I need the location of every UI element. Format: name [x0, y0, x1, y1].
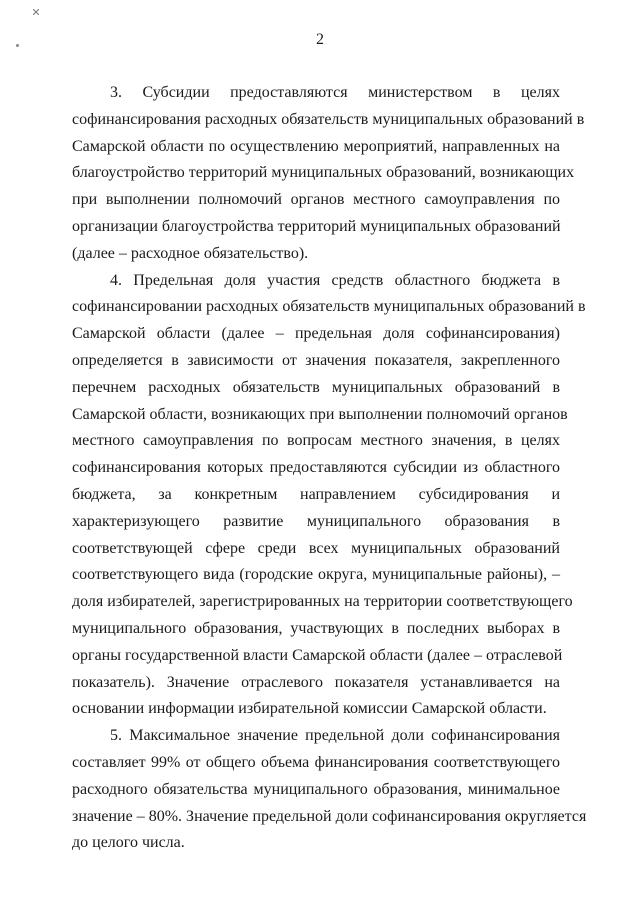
text-line: софинансирования которых предоставляются субсидии из областного [72, 459, 560, 477]
text-line: местного самоуправления по вопросам местного значения, в целях [72, 432, 560, 450]
paragraph-5 [72, 723, 587, 857]
text-line: (далее – расходное обязательство). [72, 244, 309, 262]
text-line: расходного обязательства муниципального образования, минимальное [72, 780, 560, 798]
text-line: 5. Максимальное значение предельной доли софинансирования [110, 727, 560, 745]
text-line: характеризующего развитие муниципального образования в [72, 512, 560, 530]
text-line: муниципального образования, участвующих в последних выборах в [72, 619, 560, 637]
text-line: софинансирования расходных обязательств муниципальных образований в [72, 110, 585, 128]
text-line: Самарской области по осуществлению мероприятий, направленных на [72, 137, 560, 155]
text-line: 3. Субсидии предоставляются министерством в целях [110, 84, 560, 101]
text-line: софинансировании расходных обязательств муниципальных образований в [72, 298, 586, 316]
text-line: доля избирателей, зарегистрированных на территории соответствующего [72, 593, 573, 611]
text-line: Самарской области (далее – предельная доля софинансирования) [72, 325, 560, 343]
text-line: определяется в зависимости от значения показателя, закрепленного [72, 351, 560, 369]
page-number: 2 [316, 31, 324, 48]
text-line: организации благоустройства территорий муниципальных образований [72, 217, 561, 235]
document-body [72, 80, 587, 857]
text-line: соответствующей сфере среди всех муниципальных образований [72, 539, 560, 557]
paragraph-3 [72, 80, 585, 268]
text-line: при выполнении полномочий органов местного самоуправления по [72, 191, 560, 209]
text-line: показатель). Значение отраслевого показателя устанавливается на [72, 673, 560, 691]
text-line: органы государственной власти Самарской области (далее – отраслевой [72, 646, 563, 664]
paragraph-4 [72, 268, 586, 724]
text-line: бюджета, за конкретным направлением субсидирования и [72, 485, 560, 503]
text-line: благоустройство территорий муниципальных образований, возникающих [72, 164, 575, 182]
text-line: составляет 99% от общего объема финансирования соответствующего [72, 753, 560, 771]
scan-mark [33, 9, 39, 15]
text-line: перечнем расходных обязательств муниципальных образований в [72, 378, 560, 396]
text-line: 4. Предельная доля участия средств областного бюджета в [110, 271, 560, 289]
text-line: до целого числа. [72, 834, 185, 852]
text-line: основании информации избирательной комиссии Самарской области. [72, 700, 547, 718]
text-line: соответствующего вида (городские округа, муниципальные районы), – [72, 566, 560, 584]
text-line: значение – 80%. Значение предельной доли софинансирования округляется [72, 807, 587, 825]
text-line: Самарской области, возникающих при выполнении полномочий органов [72, 405, 568, 423]
